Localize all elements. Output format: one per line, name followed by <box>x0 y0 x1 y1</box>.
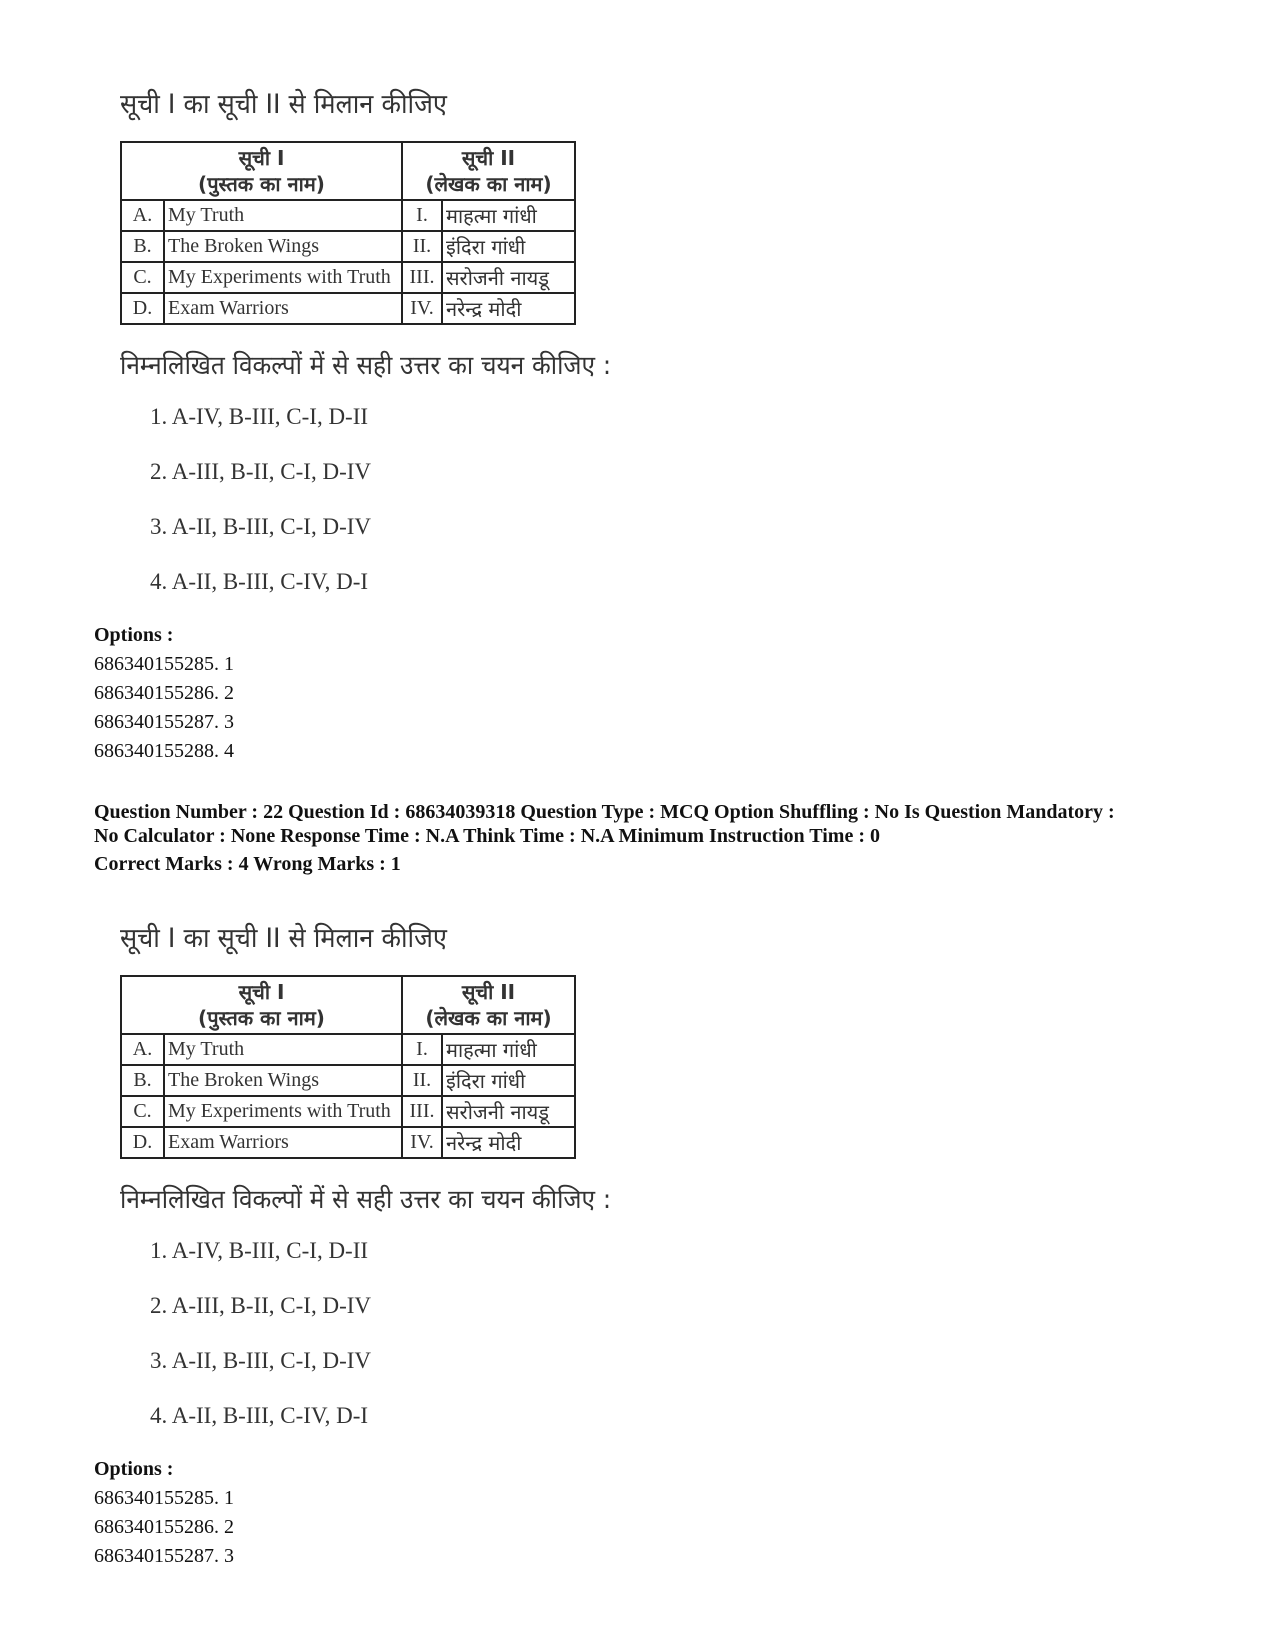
choice-item: 2. A-III, B-II, C-I, D-IV <box>150 1293 371 1318</box>
choice-item: 1. A-IV, B-III, C-I, D-II <box>150 1238 369 1263</box>
question-meta <box>94 800 1214 876</box>
question-instruction: निम्नलिखित विकल्पों में से सही उत्तर का चयन कीजिए : <box>120 1185 612 1215</box>
question-instruction: निम्नलिखित विकल्पों में से सही उत्तर का चयन कीजिए : <box>120 351 612 381</box>
choice-item: 2. A-III, B-II, C-I, D-IV <box>150 459 371 484</box>
options-label: Options : <box>94 624 174 646</box>
option-item: 686340155287. 3 <box>94 711 234 733</box>
question-intro: सूची I का सूची II से मिलान कीजिए <box>120 89 447 120</box>
options-list <box>94 1484 234 1571</box>
table-row: A. My Truth I. माहत्मा गांधी <box>121 1034 575 1065</box>
list-two-header: सूची II (लेखक का नाम) <box>402 142 575 200</box>
answer-choices <box>150 1238 371 1458</box>
table-row: C. My Experiments with Truth III. सरोजनी नायडू <box>121 262 575 293</box>
choice-item: 1. A-IV, B-III, C-I, D-II <box>150 404 369 429</box>
option-item: 686340155285. 1 <box>94 653 234 675</box>
option-item: 686340155286. 2 <box>94 1516 234 1538</box>
list-one-header: सूची I (पुस्तक का नाम) <box>121 142 402 200</box>
table-row: A. My Truth I. माहत्मा गांधी <box>121 200 575 231</box>
choice-item: 4. A-II, B-III, C-IV, D-I <box>150 569 369 594</box>
list-one-header: सूची I (पुस्तक का नाम) <box>121 976 402 1034</box>
question-intro: सूची I का सूची II से मिलान कीजिए <box>120 923 447 954</box>
match-table <box>120 141 576 325</box>
table-row: C. My Experiments with Truth III. सरोजनी नायडू <box>121 1096 575 1127</box>
options-label: Options : <box>94 1458 174 1480</box>
question-meta-line: Question Number : 22 Question Id : 68634039318 Question Type : MCQ Option Shuffling : No Is Question Mandatory : <box>94 801 1115 823</box>
option-item: 686340155286. 2 <box>94 682 234 704</box>
choice-item: 4. A-II, B-III, C-IV, D-I <box>150 1403 369 1428</box>
choice-item: 3. A-II, B-III, C-I, D-IV <box>150 514 371 539</box>
match-table <box>120 975 576 1159</box>
table-row: D. Exam Warriors IV. नरेन्द्र मोदी <box>121 293 575 324</box>
answer-choices <box>150 404 371 624</box>
choice-item: 3. A-II, B-III, C-I, D-IV <box>150 1348 371 1373</box>
option-item: 686340155287. 3 <box>94 1545 234 1567</box>
option-item: 686340155285. 1 <box>94 1487 234 1509</box>
options-list <box>94 650 234 766</box>
table-row: D. Exam Warriors IV. नरेन्द्र मोदी <box>121 1127 575 1158</box>
table-row: B. The Broken Wings II. इंदिरा गांधी <box>121 1065 575 1096</box>
question-meta-line: No Calculator : None Response Time : N.A Think Time : N.A Minimum Instruction Time : 0 <box>94 825 880 847</box>
list-two-header: सूची II (लेखक का नाम) <box>402 976 575 1034</box>
option-item: 686340155288. 4 <box>94 740 234 762</box>
question-marks: Correct Marks : 4 Wrong Marks : 1 <box>94 853 401 875</box>
table-row: B. The Broken Wings II. इंदिरा गांधी <box>121 231 575 262</box>
